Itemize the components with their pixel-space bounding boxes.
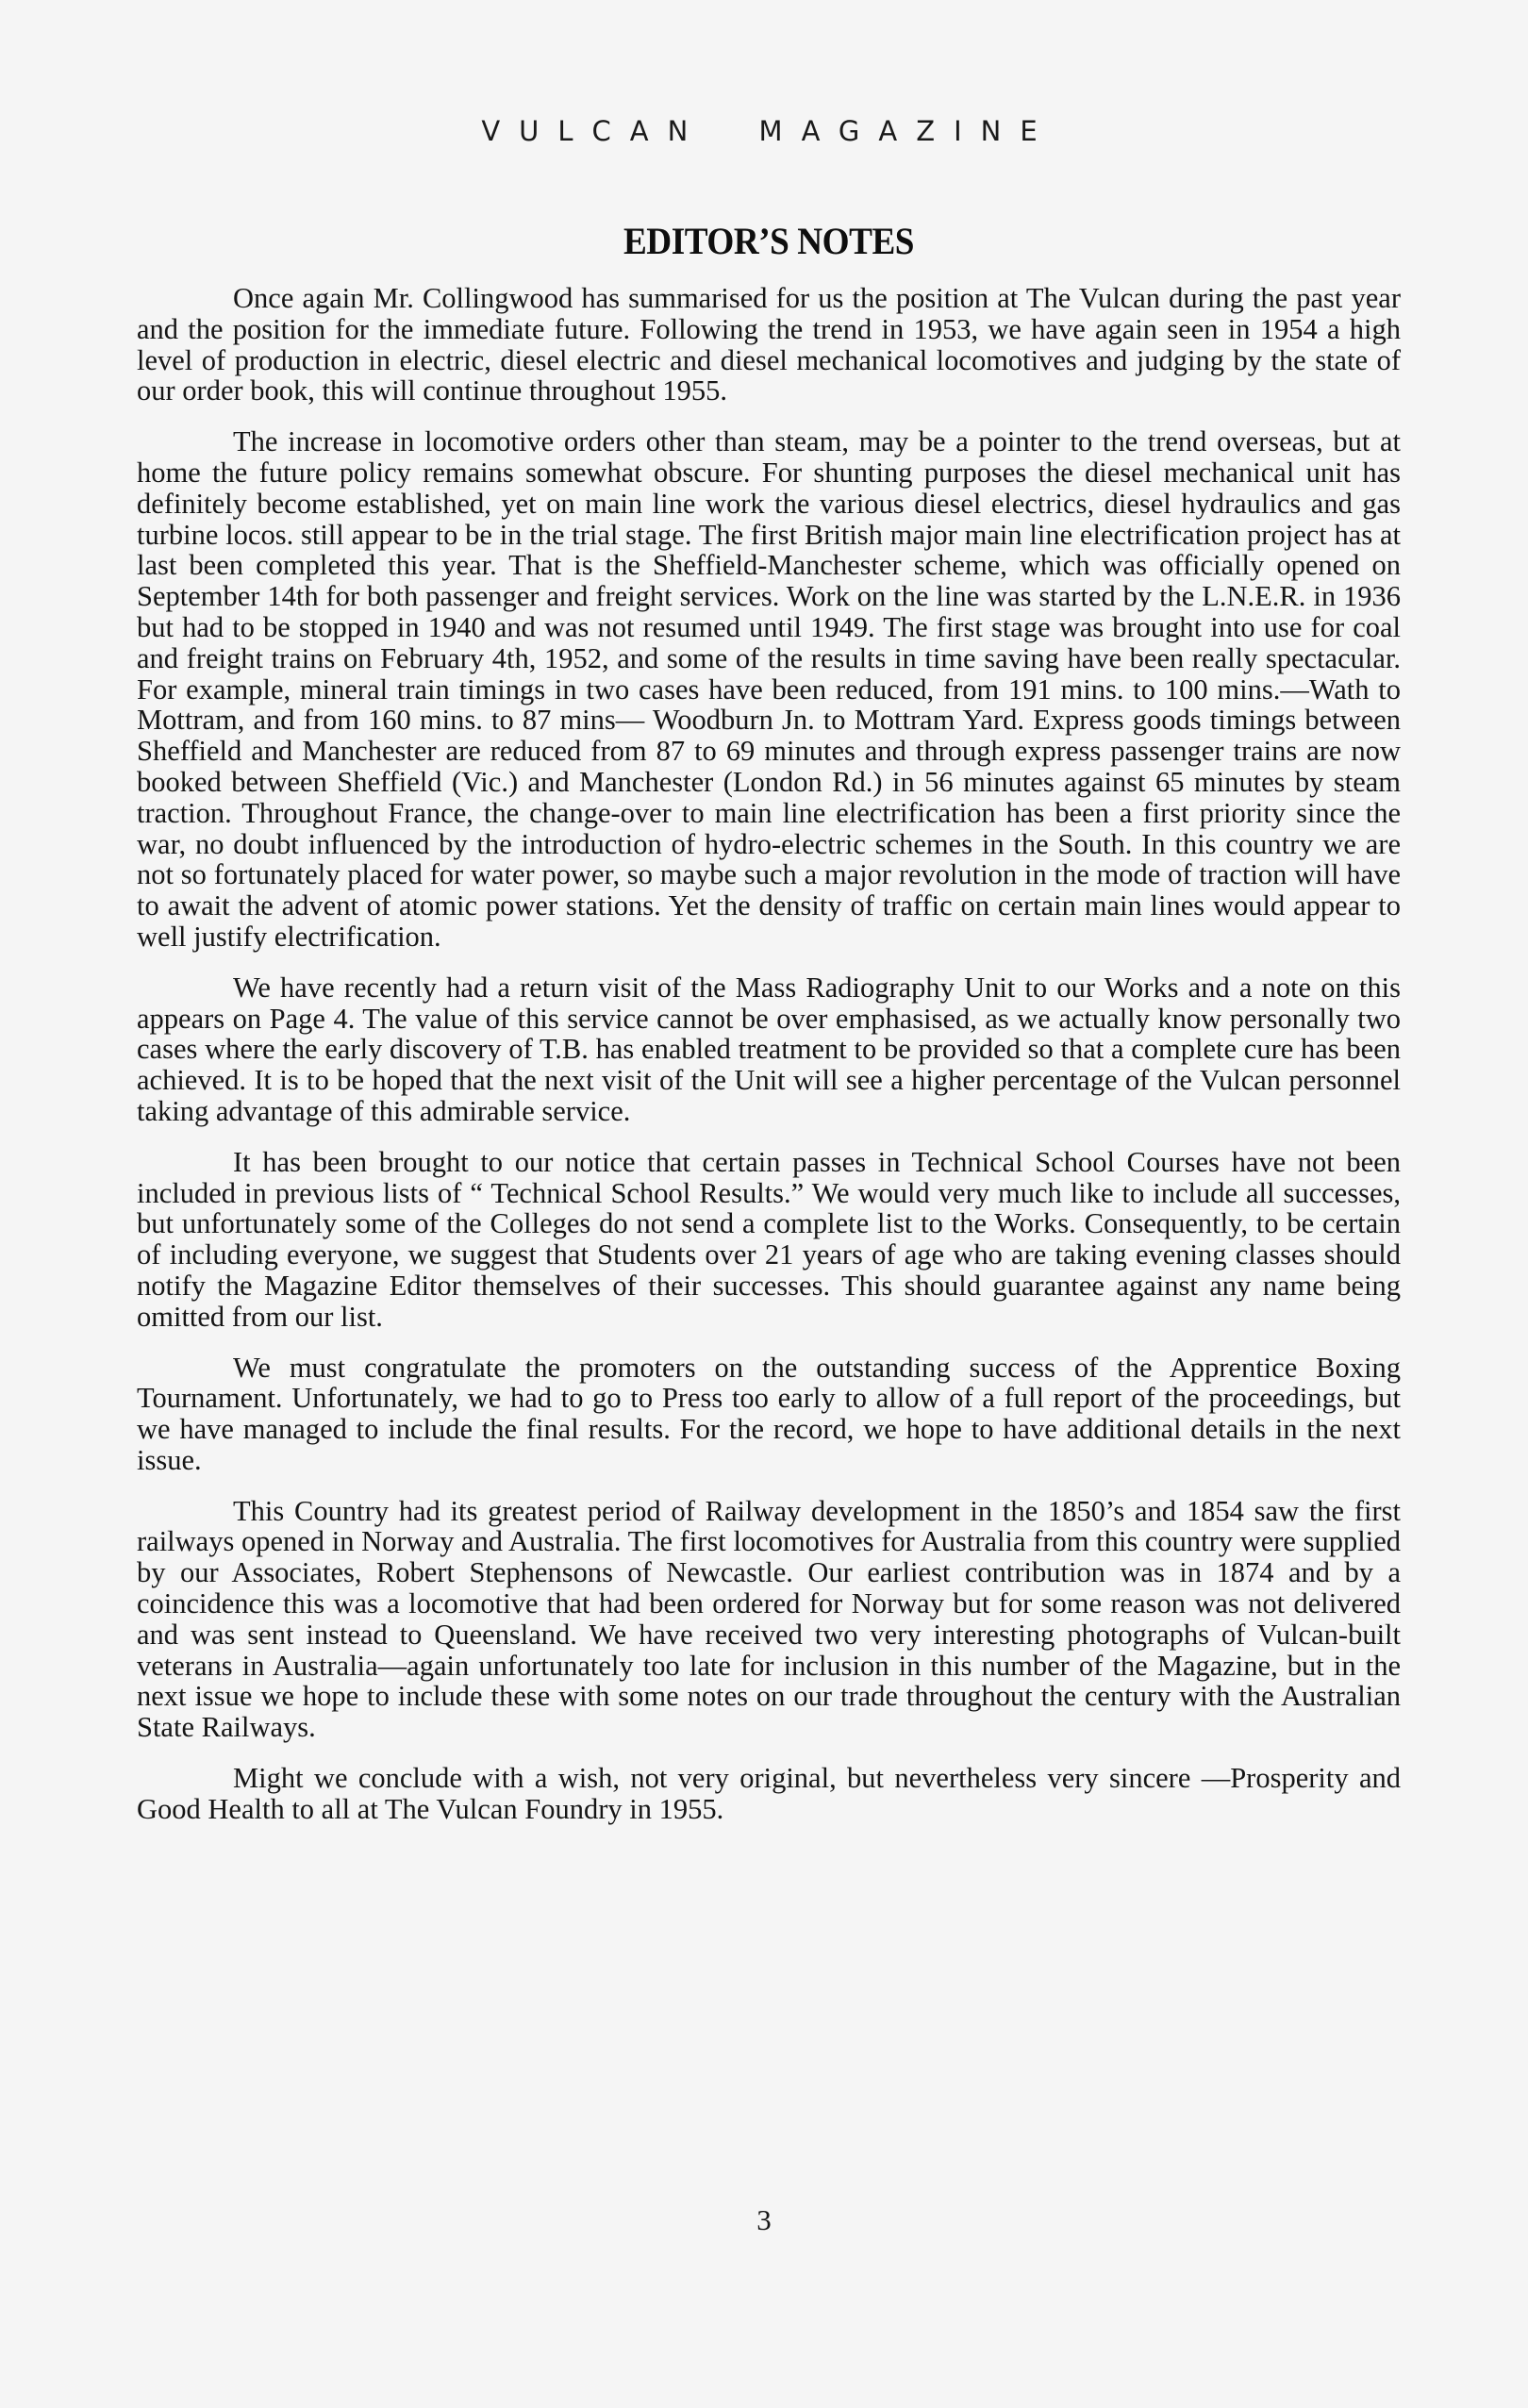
page-number: 3 bbox=[756, 2203, 772, 2236]
paragraph-mass-radiography: We have recently had a return visit of the Mass Radiography Unit to our Works and a note on this appears on Page 4. The value of this service cannot be over emphasised, as we actually know personally two cases where the early discovery of T.B. has enabled treatment to be provided so that a complete cure has been achieved. It is to be hoped that the next visit of the Unit will see a higher percentage of the Vulcan personnel taking advantage of this admirable service. bbox=[137, 971, 1401, 1127]
paragraph-electrification: The increase in locomotive orders other than steam, may be a pointer to the trend overseas, but at home the future policy remains somewhat obscure. For shunting purposes the diesel mechanical unit has definitely become established, yet on main line work the various diesel electrics, diesel hydraulics and gas turbine locos. still appear to be in the trial stage. The first British major main line electrification project has at last been completed this year. That is the Sheffield-Manchester scheme, which was officially opened on September 14th for both passenger and freight services. Work on the line was started by the L.N.E.R. in 1936 but had to be stopped in 1940 and was not resumed until 1949. The first stage was brought into use for coal and freight trains on February 4th, 1952, and some of the results in time saving have been really spectacular. For example, mineral train timings in two cases have been reduced, from 191 mins. to 100 mins.—Wath to Mottram, and from 160 mins. to 87 mins— Woodburn Jn. to Mottram Yard. Express goods timings between Sheffield and Manchester are reduced from 87 to 69 minutes and through express passenger trains are now booked between Sheffield (Vic.) and Manchester (London Rd.) in 56 minutes against 65 minutes by steam traction. Throughout France, the change-over to main line electrification has been a first priority since the war, no doubt influenced by the introduction of hydro-electric schemes in the South. In this country we are not so fortunately placed for water power, so maybe such a major revolution in the mode of traction will have to await the advent of atomic power stations. Yet the density of traffic on certain main lines would appear to well justify electrification. bbox=[137, 425, 1401, 953]
paragraph-railway-history: This Country had its greatest period of Railway development in the 1850’s and 1854 saw the first railways opened in Norway and Australia. The first locomotives for Australia from this country were supplied by our Associates, Robert Stephensons of Newcastle. Our earliest contribution was in 1874 and by a coincidence this was a locomotive that had been ordered for Norway but for some reason was not delivered and was sent instead to Queensland. We have received two very interesting photographs of Vulcan-built veterans in Australia—again unfortunately too late for inclusion in this number of the Magazine, but in the next issue we hope to include these with some notes on our trade throughout the century with the Australian State Railways. bbox=[137, 1494, 1401, 1744]
paragraph-production-summary: Once again Mr. Collingwood has summarised for us the position at The Vulcan during the past year and the position for the immediate future. Following the trend in 1953, we have again seen in 1954 a high level of production in electric, diesel electric and diesel mechanical locomotives and judging by the state of our order book, this will continue throughout 1955. bbox=[137, 282, 1401, 407]
paragraph-boxing-tournament: We must congratulate the promoters on the outstanding success of the Apprentice Boxing Tournament. Unfortunately, we had to go to Press too early to allow of a full report of the proceedings, but we have managed to include the final results. For the record, we hope to have additional details in the next issue. bbox=[137, 1351, 1401, 1476]
paragraph-closing-wish: Might we conclude with a wish, not very original, but nevertheless very sincere —Prosperity and Good Health to all at The Vulcan Foundry in 1955. bbox=[137, 1762, 1401, 1825]
paragraph-technical-school: It has been brought to our notice that certain passes in Technical School Courses have not been included in previous lists of “ Technical School Results.” We would very much like to include all successes, but unfortunately some of the Colleges do not send a complete list to the Works. Consequently, to be certain of including everyone, we suggest that Students over 21 years of age who are taking evening classes should notify the Magazine Editor themselves of their successes. This should guarantee against any name being omitted from our list. bbox=[137, 1145, 1401, 1333]
article-body bbox=[137, 283, 1401, 1845]
running-head: VULCAN MAGAZINE bbox=[481, 115, 1056, 147]
page-title: EDITOR’S NOTES bbox=[623, 220, 915, 262]
